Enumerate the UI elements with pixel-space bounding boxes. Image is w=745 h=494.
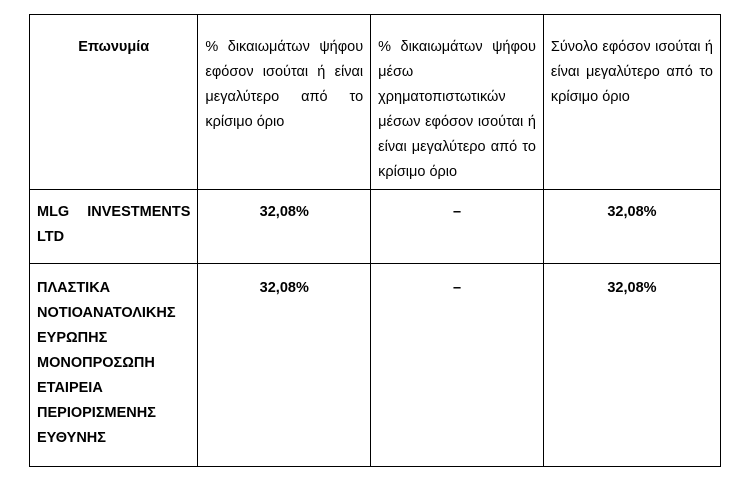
company-name bbox=[30, 264, 198, 467]
total-value: 32,08% bbox=[543, 190, 720, 264]
header-financial-instruments: % δικαιωμάτων ψήφου μέσω χρηματοπιστωτικών μέσων εφόσον ισούται ή είναι μεγαλύτερο από το κρίσιμο όριο bbox=[371, 15, 544, 190]
company-name-line: ΕΥΘΥΝΗΣ bbox=[37, 430, 106, 446]
table-row bbox=[30, 190, 721, 264]
instruments-value: – bbox=[371, 190, 544, 264]
table-header-row bbox=[30, 15, 721, 190]
header-name: Επωνυμία bbox=[30, 15, 198, 190]
table-row bbox=[30, 264, 721, 467]
instruments-value: – bbox=[371, 264, 544, 467]
header-total: Σύνολο εφόσον ισούται ή είναι μεγαλύτερο από το κρίσιμο όριο bbox=[543, 15, 720, 190]
header-voting-rights: % δικαιωμάτων ψήφου εφόσον ισούται ή είναι μεγαλύτερο από το κρίσιμο όριο bbox=[198, 15, 371, 190]
company-name-line: ΝΟΤΙΟΑΝΑΤΟΛΙΚΗΣ bbox=[37, 305, 176, 321]
company-name-line: ΜΟΝΟΠΡΟΣΩΠΗ bbox=[37, 355, 155, 371]
company-name: MLG INVESTMENTS LTD bbox=[30, 190, 198, 264]
voting-rights-value: 32,08% bbox=[198, 190, 371, 264]
company-name-line: ΕΥΡΩΠΗΣ bbox=[37, 330, 108, 346]
company-name-line: ΠΕΡΙΟΡΙΣΜΕΝΗΣ bbox=[37, 405, 156, 421]
voting-rights-value: 32,08% bbox=[198, 264, 371, 467]
company-name-line: ΕΤΑΙΡΕΙΑ bbox=[37, 380, 103, 396]
shareholding-table bbox=[29, 14, 721, 467]
company-name-line: ΠΛΑΣΤΙΚΑ bbox=[37, 280, 111, 296]
total-value: 32,08% bbox=[543, 264, 720, 467]
